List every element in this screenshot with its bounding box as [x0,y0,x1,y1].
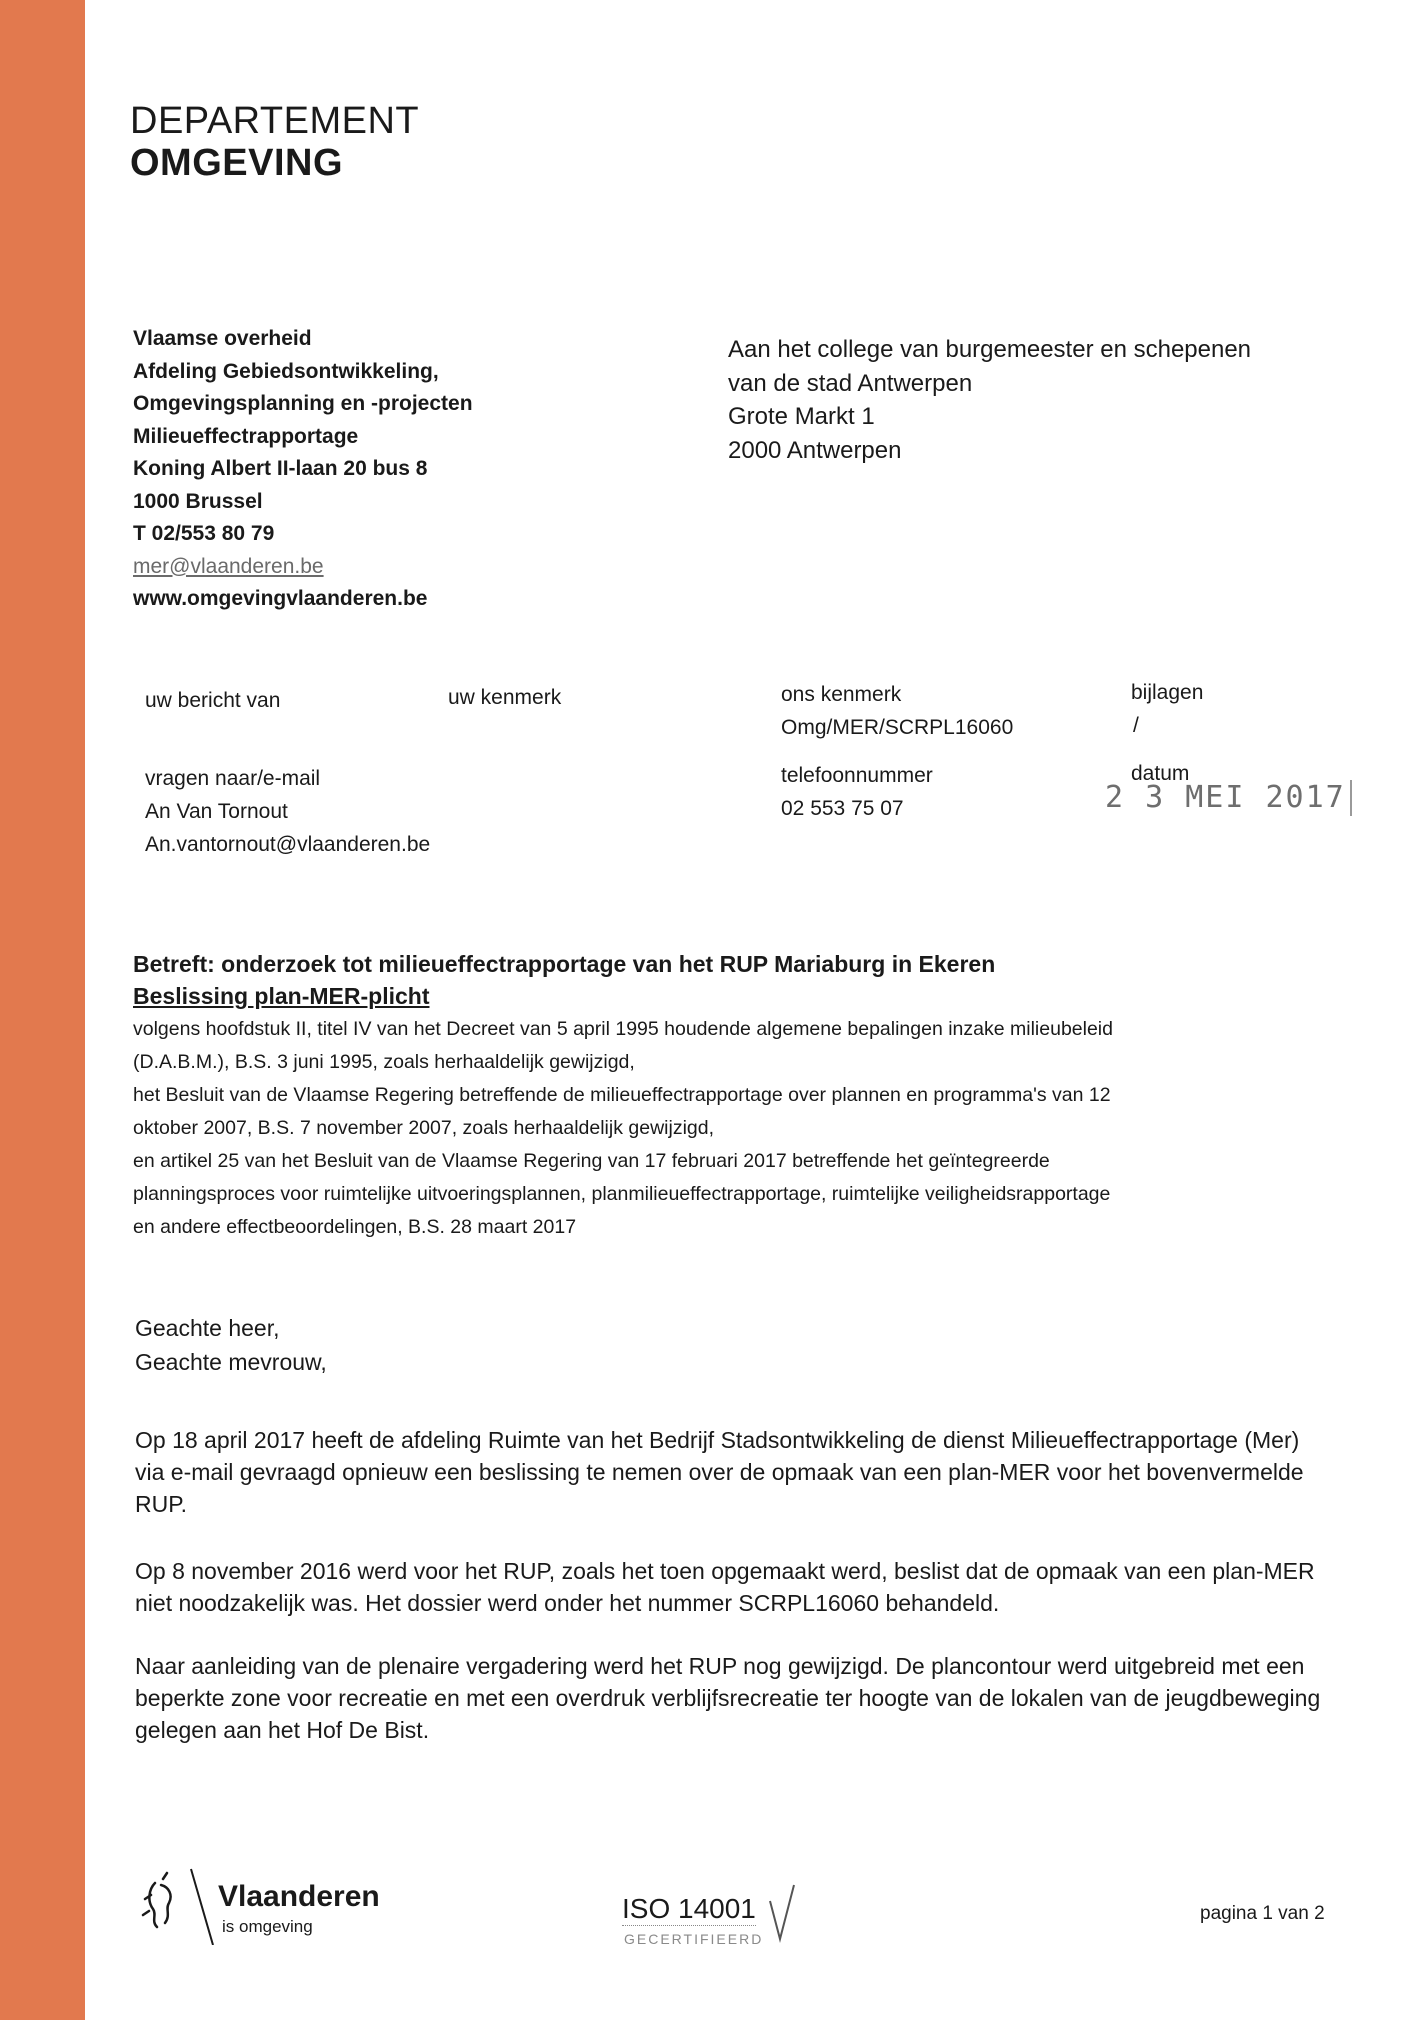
legal-line: (D.A.B.M.), B.S. 3 juni 1995, zoals herhaaldelijk gewijzigd, [133,1051,635,1073]
salutation-line: Geachte heer, [135,1315,280,1341]
sender-line: T 02/553 80 79 [133,522,275,545]
legal-line: en andere effectbeoordelingen, B.S. 28 maart 2017 [133,1216,577,1238]
department-title [130,100,419,184]
uw-bericht-label: uw bericht van [145,689,281,712]
contact-name: An Van Tornout [145,800,288,823]
sender-line: Koning Albert II-laan 20 bus 8 [133,457,428,480]
sender-line: Milieueffectrapportage [133,424,359,448]
iso-certification: ISO 14001 [622,1893,756,1924]
recipient-line: Grote Markt 1 [728,403,875,430]
department-line-2: OMGEVING [130,142,344,184]
legal-line: planningsproces voor ruimtelijke uitvoeringsplannen, planmilieueffectrapportage, ruimtelijke veiligheidsrapportage [133,1183,1111,1205]
subject-line: Betreft: onderzoek tot milieueffectrapportage van het RUP Mariaburg in Ekeren [133,951,996,977]
body-paragraph: Naar aanleiding van de plenaire vergadering werd het RUP nog gewijzigd. De plancontour werd uitgebreid met een beperkte zone voor recreatie en met een overdruk verblijfsrecreatie ter hoogte van de lokalen van de jeugdbeweging gelegen aan het Hof De Bist. [135,1653,1321,1743]
telefoon-value: 02 553 75 07 [781,797,904,820]
page-number: pagina 1 van 2 [1200,1903,1325,1924]
ons-kenmerk-value: Omg/MER/SCRPL16060 [781,716,1014,739]
flemish-lion-icon [135,1865,215,1945]
department-line-1: DEPARTEMENT [130,100,420,142]
legal-basis [133,1013,1343,1244]
salutation [135,1311,327,1379]
sender-website[interactable]: www.omgevingvlaanderen.be [133,587,428,610]
iso-certified-label: GECERTIFIEERD [624,1931,764,1947]
vlaanderen-logo-tagline: is omgeving [222,1917,313,1936]
bijlagen-value: / [1133,714,1139,737]
datum-label: datum [1131,762,1190,785]
legal-line: oktober 2007, B.S. 7 november 2007, zoals herhaaldelijk gewijzigd, [133,1117,715,1139]
sender-address [133,323,473,616]
legal-line: volgens hoofdstuk II, titel IV van het Decreet van 5 april 1995 houdende algemene bepalingen inzake milieubeleid [133,1018,1113,1040]
uw-kenmerk-label: uw kenmerk [448,686,562,709]
recipient-line: Aan het college van burgemeester en schepenen [728,336,1252,363]
ons-kenmerk-label: ons kenmerk [781,683,902,706]
vlaanderen-logo-name: Vlaanderen [218,1880,380,1913]
recipient-line: 2000 Antwerpen [728,436,902,464]
subject-block [133,948,1343,1012]
sender-line: Vlaamse overheid [133,327,312,350]
body-paragraph: Op 8 november 2016 werd voor het RUP, zoals het toen opgemaakt werd, beslist dat de opmaak van een plan-MER niet noodzakelijk was. Het dossier werd onder het nummer SCRPL16060 behandeld. [135,1558,1315,1616]
vragen-label: vragen naar/e-mail [145,767,321,790]
legal-line: het Besluit van de Vlaamse Regering betreffende de milieueffectrapportage over plannen en programma's van 12 [133,1084,1111,1106]
sender-line: 1000 Brussel [133,489,263,513]
legal-line: en artikel 25 van het Besluit van de Vlaamse Regering van 17 februari 2017 betreffende het geïntegreerde [133,1150,1050,1172]
bijlagen-label: bijlagen [1131,681,1204,704]
date-stamp: 2 3 MEI 2017 [1105,780,1352,816]
salutation-line: Geachte mevrouw, [135,1349,327,1375]
recipient-address [728,333,1251,467]
sender-email-link[interactable]: mer@vlaanderen.be [133,554,324,578]
body-paragraph: Op 18 april 2017 heeft de afdeling Ruimte van het Bedrijf Stadsontwikkeling de dienst Milieueffectrapportage (Mer) via e-mail gevraagd opnieuw een beslissing te nemen over de opmaak van een plan-MER voor het bovenvermelde RUP. [135,1427,1304,1517]
checkmark-icon [768,1883,798,1943]
contact-email[interactable]: An.vantornout@vlaanderen.be [145,833,431,856]
telefoon-label: telefoonnummer [781,764,933,787]
recipient-line: van de stad Antwerpen [728,369,973,397]
sender-line: Afdeling Gebiedsontwikkeling, [133,359,439,383]
subject-decision: Beslissing plan-MER-plicht [133,983,430,1009]
accent-bar [0,0,85,2020]
sender-line: Omgevingsplanning en -projecten [133,392,473,415]
